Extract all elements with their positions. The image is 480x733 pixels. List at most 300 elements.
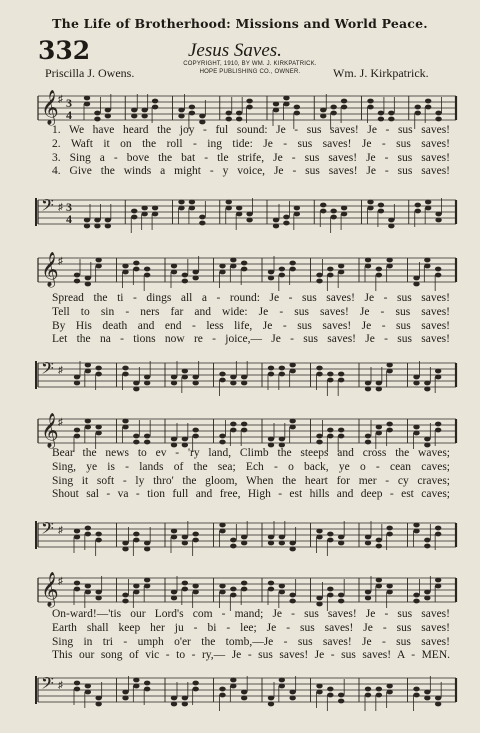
note-head [199,114,205,119]
note-head [85,532,91,537]
note-head [327,532,333,537]
note-head [122,696,128,701]
bass-clef-icon: 𝄢 [41,195,54,219]
note-head [365,258,371,263]
note-head [182,437,188,442]
note-head [388,117,394,122]
note-head [283,221,289,226]
note-head [327,372,333,377]
note-head [85,282,91,287]
note-head [365,440,371,445]
note-head [289,363,295,368]
note-head [376,538,382,543]
treble-staff-2 [0,250,480,290]
note-head [171,535,177,540]
note-head [94,117,100,122]
note-head [141,212,147,217]
note-head [171,270,177,275]
note-head [74,535,80,540]
note-head [144,547,150,552]
note-head [435,369,441,374]
note-head [365,590,371,595]
note-head [182,541,188,546]
note-head [279,684,285,689]
note-head [133,387,139,392]
note-head [327,273,333,278]
verse-block-2 [52,292,450,347]
note-head [268,270,274,275]
note-head [388,224,394,229]
note-head [122,547,128,552]
note-head [388,218,394,223]
note-head [246,99,252,104]
note-head [192,687,198,692]
note-head [378,209,384,214]
note-head [327,538,333,543]
note-head [230,375,236,380]
note-head [171,264,177,269]
note-head [122,372,128,377]
note-head [131,215,137,220]
note-head [74,529,80,534]
note-head [182,587,188,592]
note-head [376,381,382,386]
note-head [435,375,441,380]
note-head [386,684,392,689]
note-head [279,584,285,589]
note-head [413,599,419,604]
note-head [424,590,430,595]
note-head [289,419,295,424]
note-head [367,99,373,104]
note-head [219,693,225,698]
note-head [182,273,188,278]
note-head [316,596,322,601]
note-head [241,381,247,386]
note-head [94,224,100,229]
note-head [241,375,247,380]
note-head [424,690,430,695]
note-head [85,419,91,424]
note-head [413,431,419,436]
note-head [85,690,91,695]
note-head [388,111,394,116]
note-head [219,378,225,383]
note-head [219,584,225,589]
note-head [376,431,382,436]
note-head [144,267,150,272]
note-head [189,105,195,110]
note-head [144,273,150,278]
note-head [376,387,382,392]
note-head [133,434,139,439]
lyric-line: Bear the news to ev - 'ry land, Climb the steeps and cross the waves; [52,447,450,459]
note-head [435,578,441,583]
note-head [74,434,80,439]
lyric-line: By His death and end - less life, Je - sus saves! Je - sus saves! [52,319,450,332]
note-head [376,578,382,583]
note-head [226,117,232,122]
note-head [365,596,371,601]
note-head [268,372,274,377]
note-head [131,114,137,119]
note-head [131,209,137,214]
note-head [341,99,347,104]
sharp-icon: ♯ [58,525,63,536]
note-head [424,264,430,269]
note-head [152,99,158,104]
note-head [236,206,242,211]
note-head [152,206,158,211]
note-head [182,696,188,701]
note-head [85,590,91,595]
note-head [95,372,101,377]
note-head [273,108,279,113]
verse-block-1 [52,124,450,179]
note-head [74,681,80,686]
note-head [144,375,150,380]
note-head [94,218,100,223]
note-head [74,381,80,386]
note-head [192,381,198,386]
note-head [94,111,100,116]
lyric-line: Sing in tri - umph o'er the tomb,—Je - sus saves! Je - sus saves! [52,635,450,648]
note-head [144,687,150,692]
note-head [192,538,198,543]
note-head [425,206,431,211]
note-head [182,535,188,540]
treble-clef-icon: 𝄞 [41,413,59,448]
note-head [413,523,419,528]
note-head [95,258,101,263]
note-head [316,434,322,439]
note-head [199,215,205,220]
note-head [219,372,225,377]
note-head [133,538,139,543]
note-head [289,547,295,552]
note-head [413,593,419,598]
note-head [241,696,247,701]
bass-clef-icon: 𝄢 [41,518,54,542]
note-head [268,437,274,442]
note-head [330,105,336,110]
note-head [316,684,322,689]
note-head [122,599,128,604]
note-head [74,375,80,380]
note-head [85,369,91,374]
note-head [122,264,128,269]
note-head [330,111,336,116]
note-head [376,267,382,272]
note-head [376,693,382,698]
note-head [230,258,236,263]
note-head [171,596,177,601]
note-head [327,434,333,439]
note-head [386,526,392,531]
note-head [85,276,91,281]
note-head [219,687,225,692]
note-head [241,261,247,266]
note-head [189,111,195,116]
note-head [435,218,441,223]
note-head [241,535,247,540]
note-head [435,526,441,531]
note-head [316,372,322,377]
note-head [182,581,188,586]
note-head [320,203,326,208]
note-head [246,212,252,217]
note-head [435,273,441,278]
note-head [378,111,384,116]
lyric-line: 3. Sing a - bove the bat - tle strife, Je - sus saves! Je - sus saves! [52,151,450,164]
note-head [376,273,382,278]
note-head [95,596,101,601]
note-head [230,684,236,689]
note-head [386,264,392,269]
note-head [435,428,441,433]
note-head [279,535,285,540]
note-head [122,425,128,430]
note-head [316,440,322,445]
bass-clef-icon: 𝄢 [41,358,54,382]
note-head [283,96,289,101]
note-head [230,593,236,598]
note-head [122,270,128,275]
note-head [424,596,430,601]
note-head [178,200,184,205]
note-head [230,422,236,427]
note-head [192,584,198,589]
sharp-icon: ♯ [58,680,63,691]
note-head [105,224,111,229]
note-head [289,593,295,598]
note-head [74,687,80,692]
note-head [95,702,101,707]
note-head [192,434,198,439]
note-head [236,111,242,116]
note-head [219,434,225,439]
note-head [171,590,177,595]
note-head [327,693,333,698]
note-head [171,437,177,442]
note-head [386,532,392,537]
note-head [279,267,285,272]
note-head [413,687,419,692]
note-head [192,276,198,281]
note-head [435,267,441,272]
sharp-icon: ♯ [58,256,63,267]
time-signature-numerator: 3 [66,200,72,214]
note-head [289,425,295,430]
note-head [133,684,139,689]
note-head [144,381,150,386]
verse-block-4 [52,608,450,663]
lyric-line: 2. Waft it on the roll - ing tide: Je - sus saves! Je - sus saves! [52,137,450,150]
note-head [294,105,300,110]
note-head [192,428,198,433]
note-head [415,105,421,110]
note-head [74,273,80,278]
note-head [376,584,382,589]
note-head [435,532,441,537]
note-head [435,111,441,116]
note-head [141,114,147,119]
note-head [133,532,139,537]
note-head [327,378,333,383]
note-head [338,693,344,698]
treble-staff-3 [0,411,480,451]
note-head [268,587,274,592]
note-head [435,702,441,707]
note-head [316,279,322,284]
copyright-notice [170,61,330,76]
note-head [241,541,247,546]
note-head [279,366,285,371]
note-head [279,372,285,377]
note-head [178,108,184,113]
note-head [386,690,392,695]
note-head [241,422,247,427]
note-head [219,523,225,528]
note-head [435,696,441,701]
sharp-icon: ♯ [58,417,63,428]
note-head [316,366,322,371]
note-head [192,681,198,686]
note-head [230,264,236,269]
note-head [171,696,177,701]
note-head [424,544,430,549]
note-head [316,273,322,278]
note-head [241,587,247,592]
note-head [365,535,371,540]
note-head [85,363,91,368]
note-head [133,261,139,266]
note-head [95,431,101,436]
note-head [435,212,441,217]
sharp-icon: ♯ [58,365,63,376]
note-head [74,279,80,284]
note-head [327,267,333,272]
note-head [316,529,322,534]
note-head [435,422,441,427]
note-head [378,117,384,122]
note-head [413,425,419,430]
note-head [122,593,128,598]
note-head [424,387,430,392]
note-head [230,544,236,549]
note-head [424,437,430,442]
hymn-title: Jesus Saves. [188,40,282,61]
note-head [122,690,128,695]
note-head [133,267,139,272]
note-head [182,375,188,380]
note-head [273,102,279,107]
note-head [230,538,236,543]
note-head [189,206,195,211]
note-head [241,428,247,433]
note-head [289,696,295,701]
note-head [289,369,295,374]
lyric-line: This our song of vic - to - ry,— Je - sus saves! Je - sus saves! A - MEN. [52,649,450,662]
note-head [320,114,326,119]
note-head [413,381,419,386]
treble-clef-icon: 𝄞 [41,90,59,125]
note-head [230,381,236,386]
note-head [268,535,274,540]
note-head [413,529,419,534]
note-head [289,267,295,272]
note-head [246,105,252,110]
note-head [141,108,147,113]
note-head [226,200,232,205]
note-head [226,206,232,211]
note-head [338,541,344,546]
note-head [84,224,90,229]
note-head [230,678,236,683]
note-head [192,375,198,380]
time-signature-numerator: 3 [66,96,72,110]
note-head [95,366,101,371]
note-head [95,425,101,430]
lyric-line: 4. Give the winds a might - y voice, Je - sus saves! Je - sus saves! [52,165,450,178]
note-head [338,428,344,433]
note-head [226,111,232,116]
note-head [144,541,150,546]
note-head [95,532,101,537]
note-head [105,218,111,223]
note-head [241,690,247,695]
note-head [178,206,184,211]
note-head [376,425,382,430]
note-head [294,206,300,211]
note-head [413,693,419,698]
bass-staff-1 [0,192,480,232]
note-head [365,687,371,692]
note-head [316,535,322,540]
note-head [289,261,295,266]
note-head [122,419,128,424]
lyric-line: Sing, ye is - lands of the sea; Ech - o back, ye o - cean caves; [52,460,450,473]
note-head [341,212,347,217]
note-head [246,218,252,223]
note-head [386,422,392,427]
time-signature-denominator: 4 [66,212,72,226]
note-head [84,96,90,101]
note-head [294,212,300,217]
note-head [365,381,371,386]
note-head [95,590,101,595]
note-head [105,114,111,119]
note-head [219,270,225,275]
sharp-icon: ♯ [58,202,63,213]
note-head [230,428,236,433]
lyric-line: Shout sal - va - tion full and free, High - est hills and deep - est caves; [52,488,450,501]
note-head [74,587,80,592]
note-head [182,369,188,374]
note-head [133,381,139,386]
note-head [268,702,274,707]
note-head [192,532,198,537]
note-head [199,221,205,226]
sharp-icon: ♯ [58,576,63,587]
note-head [279,541,285,546]
note-head [365,693,371,698]
bass-clef-icon: 𝄢 [41,673,54,697]
lyric-line: Earth shall keep her ju - bi - lee; Je - sus saves! Je - sus saves! [52,621,450,634]
note-head [289,690,295,695]
note-head [85,425,91,430]
note-head [171,529,177,534]
